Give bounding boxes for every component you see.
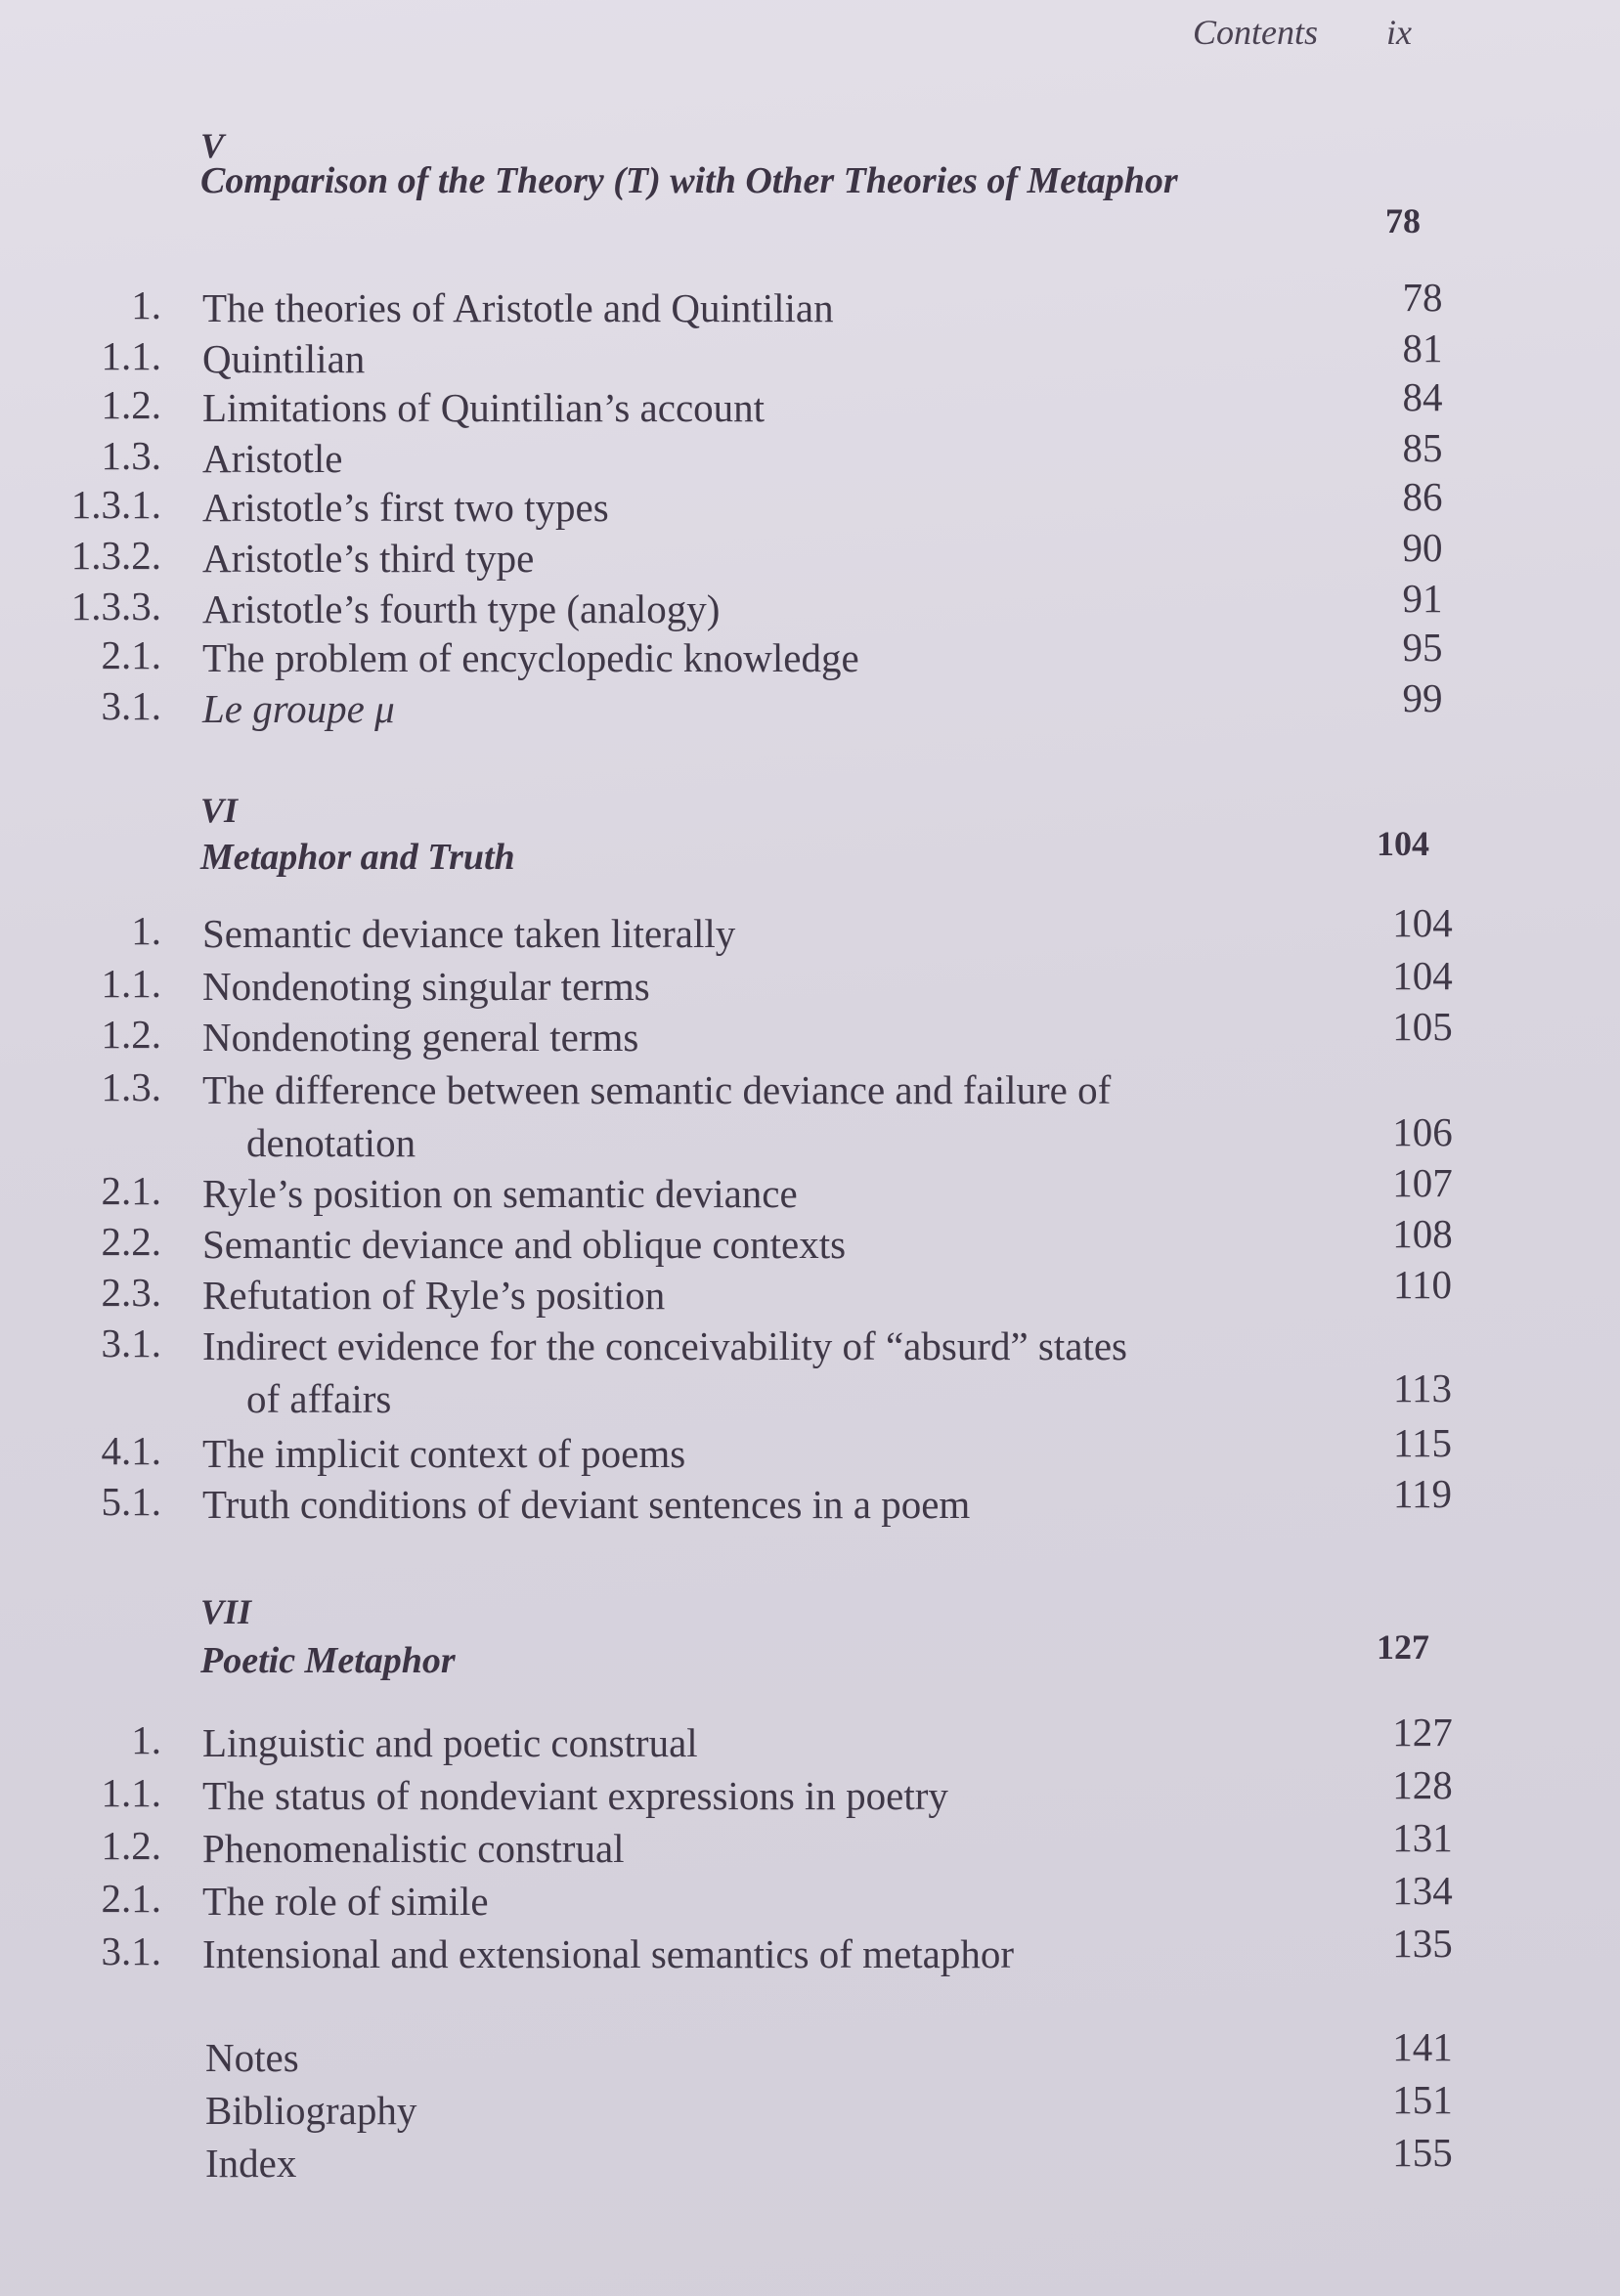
chapter-title: Metaphor and Truth [200,837,515,878]
entry-label: Semantic deviance taken literally [202,911,736,956]
entry-number: 1.3.2. [70,533,161,578]
backmatter-page-number: 141 [1392,2024,1453,2069]
entry-page-number: 134 [1392,1868,1453,1913]
backmatter-entry [0,2077,1620,2137]
entry-page-number: 78 [1402,275,1443,320]
entry-label [202,1063,1366,1169]
entry-number: 1.1. [101,1770,161,1815]
entry-page-number: 115 [1393,1420,1452,1465]
entry-page-number: 91 [1402,576,1443,621]
entry-number: 1.3.1. [70,482,161,527]
entry-page-number: 90 [1402,525,1443,570]
chapter-page-number: 104 [1377,824,1429,863]
entry-page-number: 86 [1402,474,1443,519]
entry-page-number: 84 [1402,374,1443,419]
entry-page-number: 108 [1392,1211,1453,1256]
entry-page-number: 95 [1402,625,1443,670]
running-head-title: Contents [1193,13,1319,52]
entry-number: 1.2. [101,382,161,427]
toc-entry [0,1160,1620,1220]
entry-number: 4.1. [101,1428,161,1473]
entry-label: Aristotle’s first two types [202,485,609,530]
entry-number: 2.1. [101,632,161,677]
entry-number: 3.1. [101,683,161,728]
backmatter-entry [0,2130,1620,2189]
entry-page-number: 81 [1402,325,1443,370]
entry-number: 1. [131,1717,161,1762]
toc-entry [0,1710,1620,1769]
chapter-numeral: V [200,126,225,165]
toc-entry [0,900,1620,960]
entry-number: 1.3. [101,1064,161,1109]
entry-label: The implicit context of poems [202,1431,686,1476]
toc-entry [0,275,1620,334]
toc-entry [0,1815,1620,1875]
entry-number: 1.1. [101,333,161,378]
entry-number: 3.1. [101,1928,161,1973]
entry-label-line2: of affairs [246,1376,392,1421]
running-head [1124,8,1437,57]
entry-label [202,1320,1366,1425]
entry-number: 3.1. [101,1321,161,1365]
running-head-page-number: ix [1386,13,1412,52]
entry-label: Le groupe μ [202,686,395,731]
entry-page-number: 131 [1392,1815,1453,1860]
backmatter-page-number: 151 [1392,2077,1453,2122]
entry-label: Semantic deviance and oblique contexts [202,1222,847,1267]
toc-entry [0,1762,1620,1822]
entry-label: Aristotle [202,436,343,481]
entry-label: The theories of Aristotle and Quintilian [202,285,834,330]
entry-number: 1. [131,282,161,327]
chapter-title: Comparison of the Theory (T) with Other Theories of Metaphor [200,160,1178,201]
entry-label: The status of nondeviant expressions in poetry [202,1773,948,1818]
entry-label: Limitations of Quintilian’s account [202,385,766,430]
entry-label-line1: The difference between semantic deviance and failure of [202,1067,1112,1112]
entry-label: The problem of encyclopedic knowledge [202,635,859,680]
entry-number: 1.3.3. [70,584,161,628]
entry-label: Intensional and extensional semantics of metaphor [202,1931,1015,1976]
toc-entry [0,374,1620,434]
chapter-numeral: VII [200,1592,252,1631]
chapter-numeral: VI [200,791,239,830]
chapter-page-number: 127 [1377,1627,1429,1667]
backmatter-label: Index [205,2141,297,2186]
entry-page-number: 99 [1402,675,1443,720]
entry-number: 1.1. [101,961,161,1006]
chapter-title: Poetic Metaphor [200,1640,456,1681]
entry-label: Linguistic and poetic construal [202,1720,698,1765]
entry-label: Aristotle’s fourth type (analogy) [202,586,721,631]
backmatter-page-number: 155 [1392,2130,1453,2175]
entry-number: 2.2. [101,1219,161,1264]
entry-number: 5.1. [101,1479,161,1524]
entry-number: 2.1. [101,1168,161,1213]
backmatter-entry [0,2024,1620,2084]
entry-label-line1: Indirect evidence for the conceivability of “absurd” states [202,1323,1128,1368]
toc-entry [0,1063,1620,1169]
toc-entry [0,474,1620,534]
entry-label: Phenomenalistic construal [202,1826,625,1871]
entry-page-number: 107 [1392,1160,1453,1205]
entry-page-number: 105 [1392,1004,1453,1049]
entry-label: Nondenoting general terms [202,1015,639,1060]
toc-entry [0,625,1620,684]
toc-entry [0,425,1620,485]
entry-number: 1.3. [101,433,161,478]
entry-page-number: 85 [1402,425,1443,470]
entry-label: Truth conditions of deviant sentences in a poem [202,1482,971,1527]
toc-entry [0,1004,1620,1063]
toc-entry [0,1921,1620,1980]
entry-label: The role of simile [202,1879,489,1924]
chapter-page-number: 78 [1385,201,1421,240]
toc-entry [0,1211,1620,1271]
entry-label: Refutation of Ryle’s position [202,1273,666,1318]
entry-number: 1. [131,908,161,953]
entry-page-number: 135 [1392,1921,1453,1966]
entry-page-number: 127 [1392,1710,1453,1754]
entry-page-number: 104 [1392,900,1453,945]
backmatter-label: Notes [205,2035,299,2080]
entry-page-number: 104 [1392,953,1453,998]
toc-entry [0,1262,1620,1321]
toc-entry [0,1420,1620,1480]
entry-page-number: 106 [1392,1109,1453,1154]
entry-number: 2.1. [101,1876,161,1921]
toc-entry [0,953,1620,1013]
toc-entry [0,525,1620,585]
backmatter-label: Bibliography [205,2088,417,2133]
toc-entry [0,675,1620,735]
entry-page-number: 110 [1393,1262,1452,1307]
entry-label: Nondenoting singular terms [202,964,650,1009]
entry-number: 2.3. [101,1270,161,1315]
entry-label: Quintilian [202,336,366,381]
entry-page-number: 113 [1393,1365,1452,1410]
entry-label: Ryle’s position on semantic deviance [202,1171,798,1216]
toc-entry [0,1471,1620,1531]
entry-label-line2: denotation [246,1120,416,1165]
toc-entry [0,1868,1620,1928]
toc-entry [0,325,1620,385]
entry-number: 1.2. [101,1012,161,1057]
entry-label: Aristotle’s third type [202,536,535,581]
toc-entry [0,576,1620,635]
entry-page-number: 128 [1392,1762,1453,1807]
toc-entry [0,1320,1620,1425]
entry-number: 1.2. [101,1823,161,1868]
entry-page-number: 119 [1393,1471,1452,1516]
